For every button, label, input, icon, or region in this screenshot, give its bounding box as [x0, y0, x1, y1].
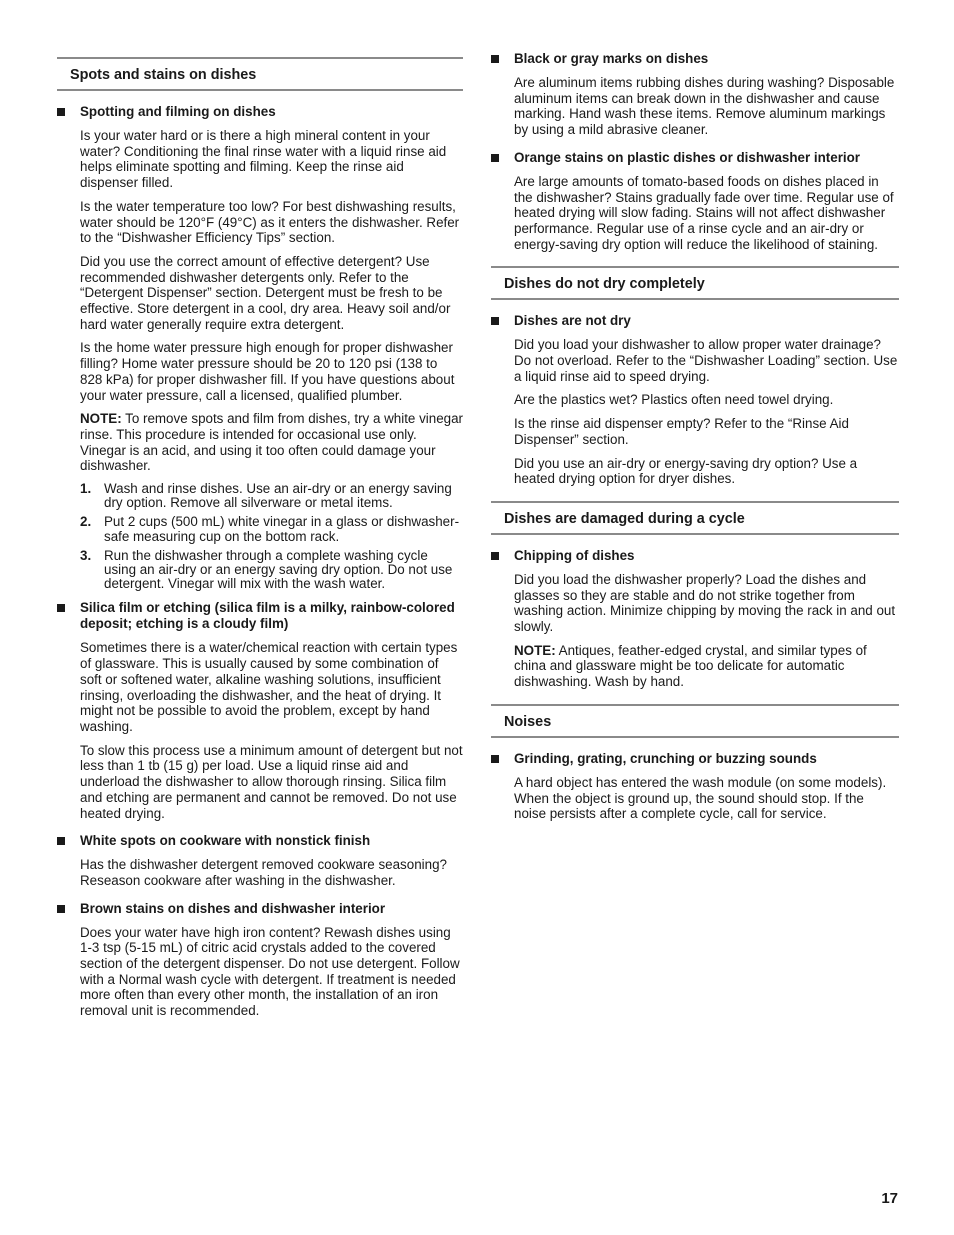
paragraph: Did you use the correct amount of effective detergent? Use recommended dishwasher detergents only. Refer to the “Detergent Dispenser” section. Detergent must be fresh to be effective. Store detergent in a cool, dry area. Heavy soil and/or hard water generally require extra detergent. — [80, 253, 451, 332]
step-number: 2. — [80, 514, 92, 530]
step-text: Put 2 cups (500 mL) white vinegar in a glass or dishwasher-safe measuring cup on the bottom rack. — [104, 514, 460, 544]
bullet-square-icon — [491, 755, 499, 763]
step-item — [80, 482, 463, 510]
bullet-title-text: Chipping of dishes — [514, 547, 635, 563]
paragraph: Is the rinse aid dispenser empty? Refer to the “Rinse Aid Dispenser” section. — [514, 416, 849, 447]
step-text: Wash and rinse dishes. Use an air-dry or an energy saving dry option. Remove all silverware or metal items. — [104, 481, 452, 511]
paragraph: Did you load the dishwasher properly? Load the dishes and glasses so they are stable and do not strike together from washing action. Minimize chipping by moving the rack in and out slowly. — [514, 571, 896, 635]
section-heading-dry: Dishes do not dry completely — [491, 266, 899, 300]
note-paragraph — [514, 643, 899, 690]
bullet-square-icon — [57, 604, 65, 612]
bullet-title-text: Silica film or etching (silica film is a milky, rainbow-colored deposit; etching is a cloudy film) — [80, 600, 455, 632]
bullet-square-icon — [491, 154, 499, 162]
bullet-title-text: Dishes are not dry — [514, 313, 631, 329]
paragraph: Has the dishwasher detergent removed cookware seasoning? Reseason cookware after washing in the dishwasher. — [80, 857, 447, 888]
paragraph: To slow this process use a minimum amount of detergent but not less than 1 tb (15 g) per load. Use a liquid rinse aid and underload the dishwasher to allow thorough rinsing. Silica film and etching are permanent and cannot be removed. Do not use heated drying. — [80, 742, 463, 821]
bullet-square-icon — [491, 552, 499, 560]
bullet-orange-stains — [491, 150, 899, 166]
bullet-black-marks — [491, 51, 899, 67]
bullet-title-text: Brown stains on dishes and dishwasher interior — [80, 900, 386, 916]
bullet-chipping — [491, 548, 899, 564]
bullet-title-text: White spots on cookware with nonstick finish — [80, 833, 371, 849]
right-column — [491, 0, 899, 830]
step-item — [80, 515, 463, 543]
bullet-square-icon — [491, 317, 499, 325]
note-text: To remove spots and film from dishes, try a white vinegar rinse. This procedure is intended for occasional use only. Vinegar is an acid, and using it too often could damage your dishwasher. — [80, 411, 464, 474]
bullet-title-text: Grinding, grating, crunching or buzzing sounds — [514, 750, 817, 766]
step-text: Run the dishwasher through a complete washing cycle using an air-dry or an energy saving dry option. Do not use detergent. Vinegar will mix with the wash water. — [104, 547, 453, 592]
bullet-square-icon — [57, 905, 65, 913]
note-label: NOTE: — [514, 642, 556, 658]
paragraph: Did you use an air-dry or energy-saving dry option? Use a heated drying option for dryer dishes. — [514, 455, 858, 487]
step-number: 3. — [80, 547, 92, 563]
note-text: Antiques, feather-edged crystal, and similar types of china and glassware might be too delicate for automatic dishwashing. Wash by hand. — [514, 642, 867, 690]
bullet-white-spots — [57, 833, 463, 849]
bullet-not-dry — [491, 313, 899, 329]
bullet-square-icon — [57, 837, 65, 845]
bullet-silica — [57, 600, 463, 632]
bullet-title-text: Spotting and filming on dishes — [80, 104, 276, 119]
section-heading-spots: Spots and stains on dishes — [57, 57, 463, 91]
paragraph: Is the home water pressure high enough for proper dishwasher filling? Home water pressure should be 20 to 120 psi (138 to 828 kPa) for proper dishwasher fill. If you have questions about your water pressure, call a licensed, qualified plumber. — [80, 340, 455, 403]
bullet-title-text: Black or gray marks on dishes — [514, 51, 709, 66]
bullet-title-text: Orange stains on plastic dishes or dishwasher interior — [514, 149, 861, 165]
paragraph: Are aluminum items rubbing dishes during washing? Disposable aluminum items can break down in the dishwasher and cause marking. Hand wash these items. Remove aluminum markings by using a mild abrasive cleaner. — [514, 75, 895, 138]
paragraph: Is your water hard or is there a high mineral content in your water? Conditioning the final rinse water with a liquid rinse aid helps eliminate spotting and filming. Keep the rinse aid dispenser filled. — [80, 128, 447, 191]
note-paragraph — [80, 411, 463, 474]
section-heading-noises: Noises — [491, 704, 899, 738]
paragraph: Does your water have high iron content? Rewash dishes using 1-3 tsp (5-15 mL) of citric acid crystals added to the covered section of the detergent dispenser. Do not use detergent. Follow with a Normal wash cycle with detergent. If treatment is needed more often than every other month, the installation of an iron removal unit is recommended. — [80, 924, 460, 1019]
paragraph: Did you load your dishwasher to allow proper water drainage? Do not overload. Refer to the “Dishwasher Loading” section. Use a liquid rinse aid to speed drying. — [514, 337, 898, 384]
paragraph: Sometimes there is a water/chemical reaction with certain types of glassware. This is usually caused by some combination of soft or softened water, alkaline washing solutions, insufficient rinsing, overloading the dishwasher, and the heat of drying. It might not be possible to avoid the problem, except by hand washing. — [80, 640, 458, 734]
step-number: 1. — [80, 481, 92, 497]
section-heading-damaged: Dishes are damaged during a cycle — [491, 501, 899, 535]
step-item — [80, 549, 463, 592]
bullet-spotting — [57, 104, 463, 120]
bullet-brown-stains — [57, 901, 463, 917]
page-number: 17 — [881, 1190, 898, 1207]
left-column — [57, 0, 463, 1027]
vinegar-steps-list — [80, 482, 463, 591]
paragraph: A hard object has entered the wash module (on some models). When the object is ground up, the sound should stop. If the noise persists after a complete cycle, call for service. — [514, 774, 887, 822]
paragraph: Are the plastics wet? Plastics often need towel drying. — [514, 392, 834, 408]
paragraph: Is the water temperature too low? For best dishwashing results, water should be 120°F (49°C) as it enters the dishwasher. Refer to the “Dishwasher Efficiency Tips” section. — [80, 198, 460, 246]
bullet-grinding — [491, 751, 899, 767]
paragraph: Are large amounts of tomato-based foods on dishes placed in the dishwasher? Stains gradually fade over time. Regular use of heated drying will slow fading. Stains will not affect dishwasher performance. Regular use of a rinse cycle and an air-dry or energy-saving dry option will reduce the likelihood of staining. — [514, 173, 894, 252]
note-label: NOTE: — [80, 411, 122, 427]
bullet-square-icon — [57, 108, 65, 116]
bullet-square-icon — [491, 55, 499, 63]
